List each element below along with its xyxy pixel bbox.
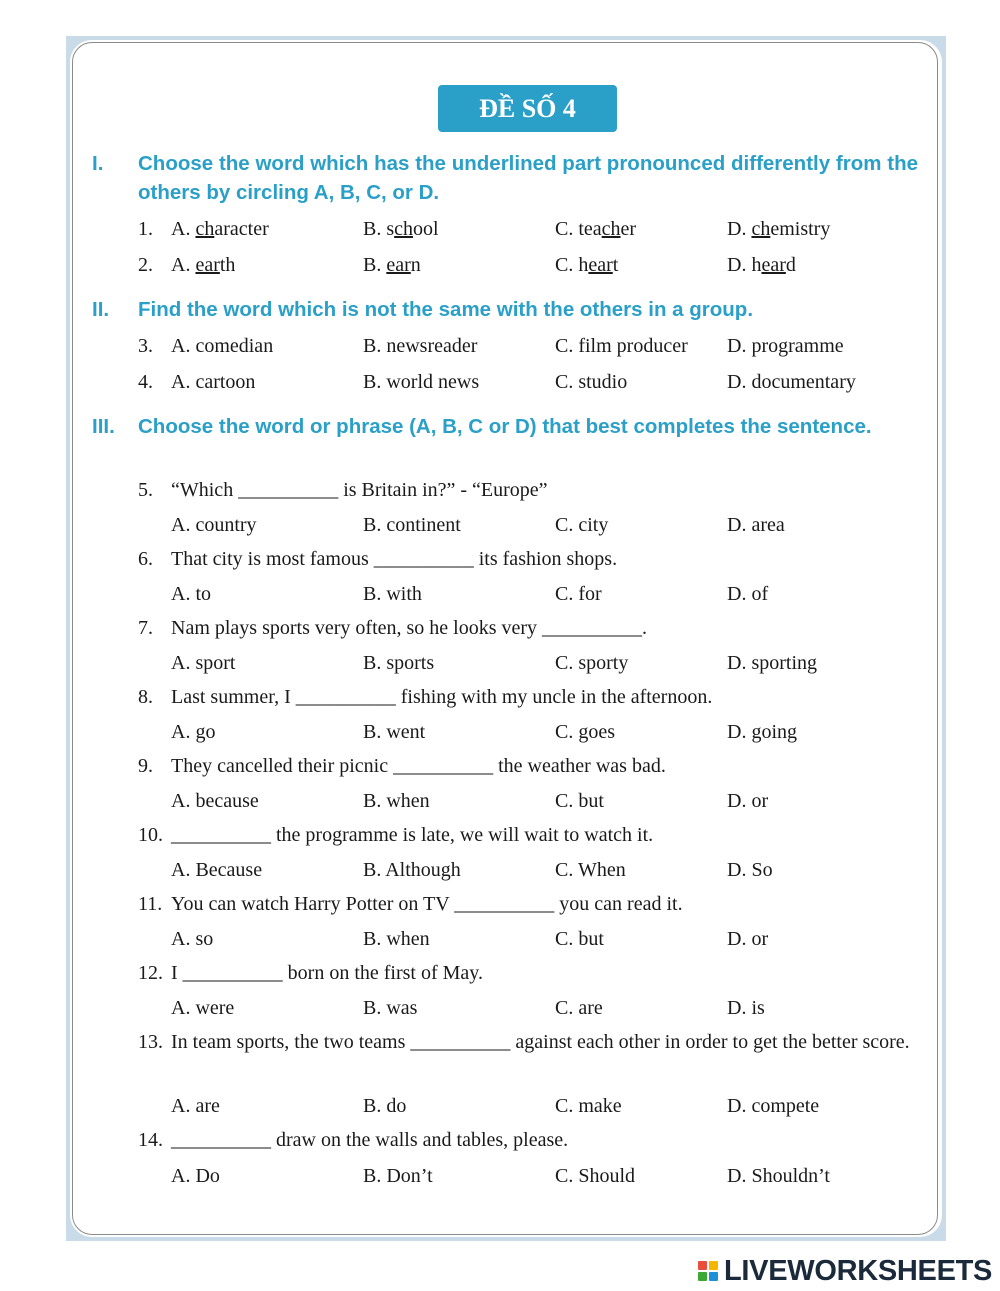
section-2-heading	[92, 295, 918, 324]
option-text: er	[620, 218, 637, 240]
option-d[interactable]	[727, 214, 830, 244]
option-a[interactable]	[171, 214, 269, 244]
section-2-number: II.	[92, 298, 110, 321]
question-10-stem	[138, 821, 923, 850]
question-3-row	[0, 331, 1000, 361]
question-6-options	[0, 579, 1000, 609]
option-c[interactable]: C. studio	[555, 371, 628, 393]
logo-text: LIVEWORKSHEETS	[724, 1254, 993, 1287]
logo-block	[709, 1261, 718, 1270]
option-d[interactable]: D. documentary	[727, 371, 856, 393]
question-number: 1.	[138, 218, 153, 240]
option-b[interactable]: B. when	[363, 928, 430, 950]
option-a[interactable]	[171, 250, 235, 280]
option-text: C. h	[555, 254, 589, 276]
option-c[interactable]: C. make	[555, 1095, 622, 1117]
option-b[interactable]: B. sports	[363, 652, 435, 674]
option-c[interactable]: C. sporty	[555, 652, 629, 674]
question-13-stem	[138, 1028, 923, 1057]
logo-block	[698, 1261, 707, 1270]
option-c[interactable]	[555, 214, 636, 244]
question-text: __________ draw on the walls and tables, please.	[171, 1129, 569, 1151]
option-c[interactable]: C. are	[555, 997, 603, 1019]
option-b[interactable]: B. Don’t	[363, 1165, 433, 1187]
section-3-text: Choose the word or phrase (A, B, C or D) that best completes the sentence.	[138, 415, 872, 438]
option-c[interactable]: C. goes	[555, 721, 615, 743]
question-14-stem	[138, 1126, 923, 1155]
question-number: 3.	[138, 335, 153, 357]
option-b[interactable]: B. when	[363, 790, 430, 812]
option-text: A.	[171, 218, 196, 240]
option-d[interactable]: D. Shouldn’t	[727, 1165, 830, 1187]
question-text: I __________ born on the first of May.	[171, 962, 483, 984]
option-c[interactable]: C. but	[555, 928, 604, 950]
question-8-options	[0, 717, 1000, 747]
question-number: 2.	[138, 254, 153, 276]
option-text: t	[612, 254, 619, 276]
option-d[interactable]: D. So	[727, 859, 773, 881]
option-a[interactable]: A. because	[171, 790, 259, 812]
question-number: 14.	[138, 1129, 163, 1151]
option-text: C. tea	[555, 218, 602, 240]
option-text: emistry	[770, 218, 831, 240]
option-c[interactable]: C. for	[555, 583, 602, 605]
option-text: th	[219, 254, 236, 276]
question-11-stem	[138, 890, 923, 919]
question-text: Last summer, I __________ fishing with my uncle in the afternoon.	[171, 686, 713, 708]
logo-block	[698, 1272, 707, 1281]
question-number: 7.	[138, 617, 153, 639]
underlined-part: ch	[751, 218, 771, 240]
option-d[interactable]: D. sporting	[727, 652, 817, 674]
option-b[interactable]: B. newsreader	[363, 335, 478, 357]
option-a[interactable]: A. sport	[171, 652, 236, 674]
option-d[interactable]: D. or	[727, 928, 769, 950]
option-b[interactable]: B. with	[363, 583, 422, 605]
section-1-heading	[92, 149, 918, 207]
option-text: B.	[363, 254, 387, 276]
question-5-stem	[138, 476, 923, 505]
question-9-options	[0, 786, 1000, 816]
section-2-text: Find the word which is not the same with the others in a group.	[138, 298, 754, 321]
option-c[interactable]: C. but	[555, 790, 604, 812]
question-number: 13.	[138, 1031, 163, 1053]
question-number: 10.	[138, 824, 163, 846]
option-b[interactable]: B. do	[363, 1095, 407, 1117]
option-a[interactable]: A. comedian	[171, 335, 274, 357]
question-14-options	[0, 1161, 1000, 1191]
question-11-options	[0, 924, 1000, 954]
question-6-stem	[138, 545, 923, 574]
question-8-stem	[138, 683, 923, 712]
section-3-number: III.	[92, 415, 115, 438]
question-9-stem	[138, 752, 923, 781]
question-13-options	[0, 1091, 1000, 1121]
question-number: 5.	[138, 479, 153, 501]
question-10-options	[0, 855, 1000, 885]
question-text: You can watch Harry Potter on TV __________ you can read it.	[171, 893, 683, 915]
option-b[interactable]: B. world news	[363, 371, 480, 393]
option-b[interactable]	[363, 214, 439, 244]
question-1-row	[0, 214, 1000, 244]
question-number: 12.	[138, 962, 163, 984]
question-number: 6.	[138, 548, 153, 570]
option-c[interactable]: C. film producer	[555, 335, 688, 357]
option-c[interactable]: C. Should	[555, 1165, 636, 1187]
option-text: D.	[727, 218, 752, 240]
option-a[interactable]: A. cartoon	[171, 371, 256, 393]
underlined-part: ch	[601, 218, 621, 240]
question-7-options	[0, 648, 1000, 678]
option-b[interactable]: B. continent	[363, 514, 461, 536]
section-1-text: Choose the word which has the underlined part pronounced differently from the others by circling A, B, C, or D.	[138, 152, 918, 204]
option-a[interactable]: A. to	[171, 583, 211, 605]
option-text: aracter	[214, 218, 269, 240]
option-a[interactable]: A. Do	[171, 1165, 220, 1187]
option-text: ool	[413, 218, 439, 240]
option-b[interactable]: B. Although	[363, 859, 461, 881]
logo-block	[709, 1272, 718, 1281]
underlined-part: ear	[588, 254, 613, 276]
option-a[interactable]: A. go	[171, 721, 216, 743]
option-a[interactable]: A. are	[171, 1095, 220, 1117]
option-c[interactable]: C. city	[555, 514, 609, 536]
question-number: 9.	[138, 755, 153, 777]
question-4-row	[0, 367, 1000, 397]
question-5-options	[0, 510, 1000, 540]
question-text: They cancelled their picnic __________ the weather was bad.	[171, 755, 666, 777]
option-c[interactable]	[555, 250, 618, 280]
option-b[interactable]: B. went	[363, 721, 426, 743]
option-text: B. s	[363, 218, 395, 240]
liveworksheets-logo[interactable]	[698, 1256, 992, 1286]
option-a[interactable]: A. Because	[171, 859, 263, 881]
option-b[interactable]	[363, 250, 421, 280]
option-d[interactable]: D. compete	[727, 1095, 820, 1117]
underlined-part: ear	[386, 254, 411, 276]
section-3-heading	[92, 412, 918, 441]
option-a[interactable]: A. were	[171, 997, 235, 1019]
option-c[interactable]: C. When	[555, 859, 626, 881]
option-d[interactable]	[727, 250, 796, 280]
logo-blocks-icon	[698, 1261, 718, 1281]
option-a[interactable]: A. country	[171, 514, 257, 536]
question-number: 8.	[138, 686, 153, 708]
question-text: In team sports, the two teams __________ against each other in order to get the better score.	[171, 1031, 910, 1053]
option-text: D. h	[727, 254, 762, 276]
question-7-stem	[138, 614, 923, 643]
option-text: d	[785, 254, 796, 276]
underlined-part: ear	[195, 254, 220, 276]
option-a[interactable]: A. so	[171, 928, 214, 950]
underlined-part: ch	[195, 218, 215, 240]
question-12-stem	[138, 959, 923, 988]
question-2-row	[0, 250, 1000, 280]
question-text: That city is most famous __________ its fashion shops.	[171, 548, 618, 570]
option-d[interactable]: D. or	[727, 790, 769, 812]
option-text: A.	[171, 254, 196, 276]
option-text: n	[410, 254, 421, 276]
exam-title: ĐỀ SỐ 4	[438, 85, 617, 132]
question-text: __________ the programme is late, we will wait to watch it.	[171, 824, 654, 846]
question-number: 4.	[138, 371, 153, 393]
option-d[interactable]: D. of	[727, 583, 769, 605]
section-1-number: I.	[92, 152, 104, 175]
question-number: 11.	[138, 893, 163, 915]
question-12-options	[0, 993, 1000, 1023]
question-text: “Which __________ is Britain in?” - “Europe”	[171, 479, 548, 501]
option-d[interactable]: D. programme	[727, 335, 844, 357]
option-d[interactable]: D. going	[727, 721, 797, 743]
underlined-part: ch	[394, 218, 414, 240]
underlined-part: ear	[761, 254, 786, 276]
question-text: Nam plays sports very often, so he looks very __________.	[171, 617, 648, 639]
option-d[interactable]: D. is	[727, 997, 765, 1019]
option-b[interactable]: B. was	[363, 997, 418, 1019]
option-d[interactable]: D. area	[727, 514, 785, 536]
